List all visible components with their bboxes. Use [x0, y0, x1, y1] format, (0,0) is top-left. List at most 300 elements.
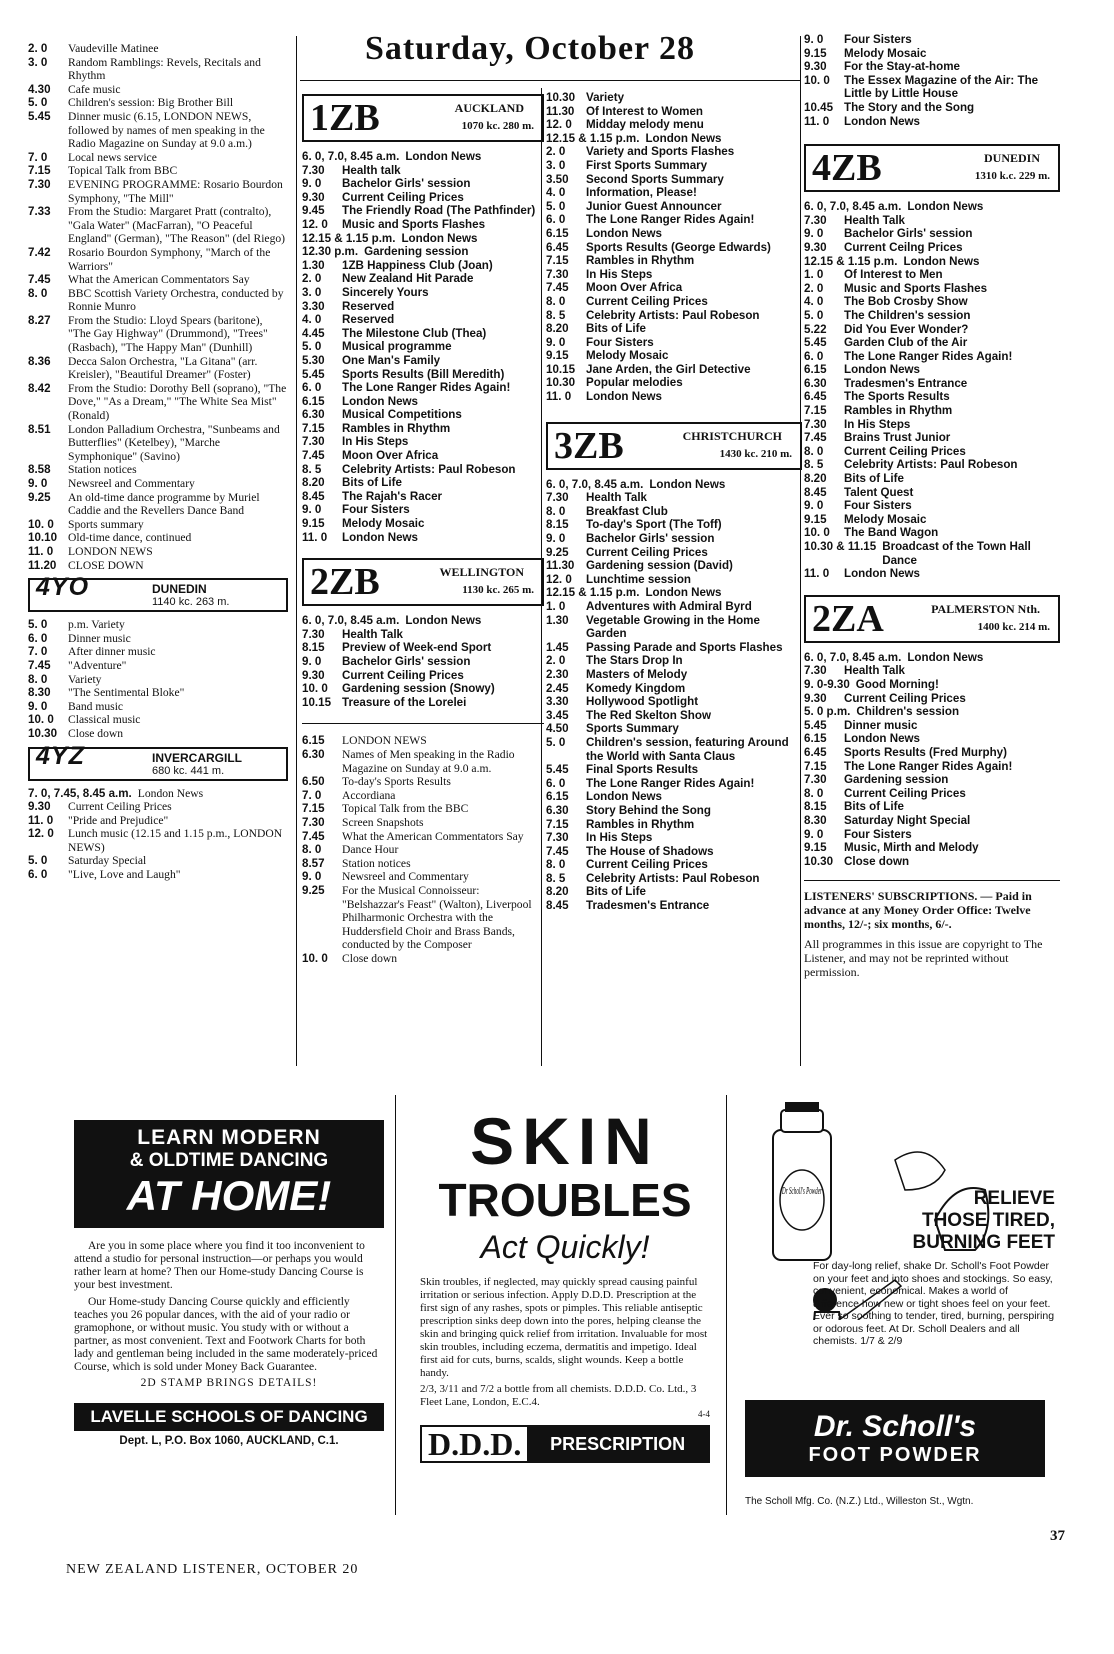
- entry-time: 8. 5: [546, 871, 566, 885]
- ad-skin-line1: SKIN: [470, 1104, 660, 1178]
- entry-title: From the Studio: Margaret Pratt (contralto), "Gala Water" (MacFarran), "O Peaceful England" (German), "The Reason" (del Riego): [68, 205, 286, 246]
- schedule-entry: [546, 145, 802, 159]
- entry-title: Melody Mosaic: [342, 517, 425, 531]
- station-freq: 1430 kc. 210 m.: [719, 447, 792, 460]
- entry-title: London News: [401, 231, 478, 245]
- schedule-entry: [804, 567, 1060, 581]
- entry-time: 8.58: [28, 463, 51, 477]
- schedule-entry: [546, 505, 802, 519]
- entry-title: Gardening session: [364, 245, 469, 259]
- entry-time: 5. 0: [546, 199, 566, 213]
- entry-title: Bits of Life: [586, 885, 646, 899]
- entry-time: 6. 0: [302, 381, 322, 395]
- schedule-entry: [28, 659, 288, 673]
- entry-time: 9.25: [28, 490, 51, 504]
- entry-time: 4.30: [28, 82, 51, 96]
- entry-time: 5. 0 p.m.: [804, 705, 851, 719]
- schedule-entry: [546, 586, 802, 600]
- entry-title: Dance Hour: [342, 843, 399, 857]
- entry-title: LONDON NEWS: [342, 734, 427, 748]
- entry-title: Current Ceiling Prices: [586, 858, 708, 872]
- entry-time: 5. 0: [28, 854, 48, 868]
- schedule-entry: [302, 669, 544, 683]
- schedule-entry: [804, 33, 1060, 47]
- entry-title: Rambles in Rhythm: [342, 421, 451, 435]
- schedule-entry: [302, 300, 544, 314]
- station-freq: 1310 k.c. 229 m.: [974, 170, 1050, 183]
- entry-title: Rambles in Rhythm: [586, 254, 695, 268]
- schedule-entry: [302, 340, 544, 354]
- entry-time: 7.30: [546, 267, 569, 281]
- entry-title: Four Sisters: [844, 827, 912, 841]
- entry-time: 10. 0: [804, 73, 830, 87]
- entry-time: 6. 0, 7.0, 8.45 a.m.: [804, 200, 902, 214]
- schedule-3zb-list: [546, 478, 802, 913]
- schedule-entry: [804, 350, 1060, 364]
- entry-title: Children's session: [856, 705, 960, 719]
- entry-title: London News: [907, 200, 984, 214]
- station-freq: 1070 kc. 280 m.: [461, 120, 534, 132]
- ad-skin: [420, 1104, 710, 1463]
- entry-title: In His Steps: [342, 435, 409, 449]
- entry-time: 12. 0: [302, 217, 328, 231]
- entry-title: "Adventure": [68, 658, 127, 672]
- entry-title: Tradesmen's Entrance: [586, 899, 710, 913]
- column-4: [804, 33, 1060, 979]
- entry-title: Celebrity Artists: Paul Robeson: [844, 458, 1018, 472]
- schedule-entry: [546, 390, 802, 404]
- entry-time: 10.10: [28, 531, 58, 545]
- schedule-entry: [804, 336, 1060, 350]
- entry-time: 9.30: [302, 668, 325, 682]
- entry-time: 12.15 & 1.15 p.m.: [302, 231, 396, 245]
- schedule-entry: [804, 814, 1060, 828]
- entry-time: 8.20: [804, 472, 827, 486]
- entry-time: 9.25: [302, 883, 325, 897]
- schedule-entry: [28, 645, 288, 659]
- entry-time: 6.15: [302, 394, 325, 408]
- entry-title: Komedy Kingdom: [586, 681, 686, 695]
- entry-title: The Lone Ranger Rides Again!: [844, 349, 1013, 363]
- schedule-2zb-cont-list: [546, 91, 802, 404]
- schedule-4yo-list: [28, 618, 288, 740]
- entry-time: 9.30: [28, 800, 51, 814]
- entry-time: 9. 0: [28, 699, 48, 713]
- entry-time: 9. 0: [546, 532, 566, 546]
- schedule-entry: [302, 368, 544, 382]
- entry-time: 7.30: [804, 213, 827, 227]
- schedule-entry: [28, 491, 288, 518]
- entry-title: Station notices: [68, 463, 137, 477]
- schedule-entry: [302, 381, 544, 395]
- entry-time: 8.20: [546, 885, 569, 899]
- entry-title: London News: [137, 786, 204, 800]
- ad-dancing-line3: AT HOME!: [126, 1172, 332, 1219]
- entry-time: 7.33: [28, 205, 51, 219]
- schedule-entry: [804, 255, 1060, 269]
- schedule-entry: [28, 477, 288, 491]
- entry-title: Music and Sports Flashes: [342, 217, 486, 231]
- entry-title: Melody Mosaic: [844, 512, 927, 526]
- entry-time: 6. 0, 7.0, 8.45 a.m.: [302, 150, 400, 163]
- schedule-entry: [804, 295, 1060, 309]
- entry-title: London News: [405, 614, 482, 628]
- entry-time: 11. 0: [28, 544, 54, 558]
- column-2: [302, 42, 544, 965]
- entry-title: The Lone Ranger Rides Again!: [342, 381, 511, 395]
- entry-time: 5.45: [804, 718, 827, 732]
- entry-time: 5.45: [804, 336, 827, 350]
- schedule-entry: [546, 254, 802, 268]
- entry-time: 9.15: [546, 349, 569, 363]
- schedule-2zb-list: [302, 614, 544, 709]
- schedule-entry: [804, 746, 1060, 760]
- schedule-entry: [28, 686, 288, 700]
- schedule-entry: [546, 777, 802, 791]
- entry-title: Moon Over Africa: [342, 449, 439, 463]
- schedule-entry: [804, 499, 1060, 513]
- entry-time: 11. 0: [804, 567, 830, 581]
- entry-time: 5. 0: [804, 308, 824, 322]
- schedule-entry: [546, 573, 802, 587]
- entry-time: 11. 0: [302, 530, 328, 544]
- schedule-entry: [804, 526, 1060, 540]
- entry-title: The Essex Magazine of the Air: The Little by Little House: [844, 73, 1039, 101]
- schedule-entry: [28, 632, 288, 646]
- ad-skin-brand-sub: PRESCRIPTION: [527, 1427, 708, 1461]
- entry-time: 6.45: [804, 745, 827, 759]
- entry-time: 7.30: [804, 417, 827, 431]
- schedule-entry: [804, 472, 1060, 486]
- entry-time: 8.30: [804, 813, 827, 827]
- schedule-entry: [28, 800, 288, 814]
- entry-time: 2.45: [546, 681, 569, 695]
- ad-dancing-stamp: 2D STAMP BRINGS DETAILS!: [140, 1377, 318, 1389]
- schedule-entry: [28, 42, 288, 56]
- schedule-entry: [302, 463, 544, 477]
- entry-title: London News: [844, 363, 920, 377]
- entry-time: 9.25: [546, 545, 569, 559]
- entry-title: Rambles in Rhythm: [586, 817, 695, 831]
- entry-time: 1. 0: [546, 600, 566, 613]
- entry-title: p.m. Variety: [68, 618, 125, 632]
- ad-dancing-line2: & OLDTIME DANCING: [129, 1150, 329, 1171]
- entry-time: 7.30: [804, 773, 827, 787]
- entry-time: 7.30: [302, 815, 325, 829]
- schedule-4zb-list: [804, 200, 1060, 581]
- schedule-entry: [302, 232, 544, 246]
- entry-time: 2. 0: [28, 42, 48, 55]
- ad-scholl-maker: The Scholl Mfg. Co. (N.Z.) Ltd., Willeston St., Wgtn.: [745, 1496, 974, 1507]
- tin-label: Dr Scholl's Powder: [781, 1186, 823, 1197]
- station-city: DUNEDIN: [152, 582, 207, 597]
- station-header-4yz: [28, 741, 288, 781]
- entry-time: 9.15: [804, 512, 827, 526]
- entry-title: An old-time dance programme by Muriel Caddie and the Revellers Dance Band: [68, 490, 260, 518]
- entry-title: Current Ceiling Prices: [586, 545, 708, 559]
- schedule-entry: [546, 227, 802, 241]
- schedule-entry: [28, 382, 288, 423]
- schedule-entry: [804, 513, 1060, 527]
- schedule-entry: [804, 664, 1060, 678]
- ad-dancing-school: LAVELLE SCHOOLS OF DANCING: [74, 1403, 384, 1431]
- schedule-entry: [546, 641, 802, 655]
- entry-time: 7.45: [546, 281, 569, 295]
- schedule-entry: [546, 559, 802, 573]
- schedule-entry: [546, 845, 802, 859]
- entry-title: The Lone Ranger Rides Again!: [586, 776, 755, 790]
- entry-title: Garden Club of the Air: [844, 336, 968, 350]
- schedule-entry: [546, 695, 802, 709]
- entry-time: 6.15: [546, 226, 569, 240]
- entry-time: 5.45: [546, 763, 569, 777]
- schedule-entry: [804, 214, 1060, 228]
- schedule-entry: [302, 952, 544, 966]
- schedule-entry: [804, 719, 1060, 733]
- station-city: CHRISTCHURCH: [682, 428, 782, 443]
- schedule-entry: [546, 363, 802, 377]
- entry-title: London Palladium Orchestra, "Sunbeams and Butterflies" (Ketelbey), "Marche Symphonique" (Savino): [68, 422, 280, 463]
- schedule-entry: [302, 641, 544, 655]
- entry-time: 7.15: [804, 759, 827, 773]
- entry-title: London News: [342, 394, 418, 408]
- schedule-entry: [546, 682, 802, 696]
- entry-title: Old-time dance, continued: [68, 531, 192, 545]
- ad-skin-line3: Act Quickly!: [480, 1229, 650, 1265]
- entry-time: 9. 0: [28, 477, 48, 490]
- schedule-entry: [804, 705, 1060, 719]
- entry-title: Melody Mosaic: [844, 46, 927, 60]
- schedule-entry: [28, 151, 288, 165]
- entry-time: 7.15: [28, 164, 51, 178]
- schedule-3zb-cont-list: [804, 33, 1060, 128]
- entry-title: Sports Results (Fred Murphy): [844, 745, 1007, 759]
- entry-title: Breakfast Club: [586, 504, 668, 518]
- entry-title: Melody Mosaic: [586, 349, 669, 363]
- entry-title: Preview of Week-end Sport: [342, 641, 492, 655]
- entry-title: Current Ceiling Prices: [68, 800, 172, 814]
- entry-time: 5.45: [302, 367, 325, 381]
- entry-time: 10. 0: [28, 713, 54, 727]
- entry-title: Bachelor Girls' session: [844, 227, 973, 241]
- entry-title: Bachelor Girls' session: [342, 177, 471, 191]
- schedule-entry: [804, 377, 1060, 391]
- entry-time: 5.22: [804, 322, 827, 336]
- entry-time: 6. 0: [804, 349, 824, 363]
- schedule-entry: [302, 164, 544, 178]
- entry-title: Classical music: [68, 713, 141, 727]
- entry-time: 8.15: [546, 518, 569, 532]
- entry-title: Music and Sports Flashes: [844, 281, 988, 295]
- entry-title: To-day's Sport (The Toff): [586, 518, 722, 532]
- entry-time: 9. 0-9.30: [804, 677, 850, 691]
- ad-scholl-headline: [895, 1188, 1055, 1254]
- entry-time: 3.30: [546, 695, 569, 709]
- entry-title: Midday melody menu: [586, 118, 704, 132]
- entry-time: 12.30 p.m.: [302, 245, 359, 259]
- schedule-entry: [302, 327, 544, 341]
- entry-time: 3.30: [302, 299, 325, 313]
- entry-time: 7.45: [302, 829, 325, 843]
- entry-title: Tradesmen's Entrance: [844, 376, 968, 390]
- schedule-entry: [546, 790, 802, 804]
- entry-title: Local news service: [68, 150, 157, 164]
- entry-time: 8.45: [302, 489, 325, 503]
- entry-title: Moon Over Africa: [586, 281, 683, 295]
- schedule-entry: [302, 395, 544, 409]
- entry-time: 6.45: [804, 390, 827, 404]
- schedule-entry: [804, 486, 1060, 500]
- entry-time: 6.15: [302, 734, 325, 748]
- entry-title: Hollywood Spotlight: [586, 695, 699, 709]
- schedule-entry: [546, 376, 802, 390]
- entry-title: The Friendly Road (The Pathfinder): [342, 204, 536, 218]
- entry-time: 12. 0: [28, 827, 54, 841]
- entry-title: LONDON NEWS: [68, 544, 153, 558]
- entry-title: Passing Parade and Sports Flashes: [586, 640, 783, 654]
- schedule-entry: [546, 532, 802, 546]
- entry-time: 9.15: [804, 841, 827, 855]
- entry-time: 9. 0: [302, 177, 322, 191]
- entry-title: Of Interest to Women: [586, 104, 704, 118]
- entry-time: 8. 0: [804, 444, 824, 458]
- entry-title: 1ZB Happiness Club (Joan): [342, 258, 493, 272]
- entry-title: Current Ceiling Prices: [844, 786, 966, 800]
- subscriptions-box: [804, 880, 1060, 979]
- schedule-entry: [546, 654, 802, 668]
- schedule-entry: [302, 655, 544, 669]
- entry-time: 6. 0, 7.0, 8.45 a.m.: [546, 477, 644, 491]
- entry-time: 7.45: [302, 449, 325, 463]
- entry-title: Health Talk: [844, 213, 905, 227]
- entry-title: Treasure of the Lorelei: [342, 695, 467, 709]
- ad-dancing-para1: Are you in some place where you find it too inconvenient to attend a studio for personal instruction—or perhaps you would rather learn at home? Then our Home-study Dancing Course is your best investment.: [74, 1240, 365, 1291]
- entry-title: Close down: [68, 726, 124, 740]
- entry-time: 11. 0: [546, 390, 572, 404]
- entry-time: 6.15: [804, 363, 827, 377]
- entry-title: London News: [342, 530, 418, 544]
- schedule-entry: [302, 435, 544, 449]
- entry-title: Cafe music: [68, 82, 121, 96]
- schedule-entry: [302, 449, 544, 463]
- entry-time: 8. 0: [302, 843, 322, 857]
- schedule-1zb-list: [302, 150, 544, 544]
- entry-time: 6.50: [302, 775, 325, 789]
- entry-title: Random Ramblings: Revels, Recitals and Rhythm: [68, 55, 261, 83]
- schedule-entry: [546, 546, 802, 560]
- entry-title: After dinner music: [68, 645, 156, 659]
- schedule-entry: [28, 868, 288, 882]
- entry-time: 10.30: [546, 376, 576, 390]
- schedule-entry: [546, 872, 802, 886]
- schedule-entry: [28, 531, 288, 545]
- schedule-entry: [546, 281, 802, 295]
- entry-title: Bits of Life: [586, 322, 646, 336]
- station-city: AUCKLAND: [454, 101, 524, 115]
- entry-time: 12.15 & 1.15 p.m.: [546, 586, 640, 600]
- entry-title: The Sports Results: [844, 390, 950, 404]
- entry-time: 4. 0: [804, 295, 824, 309]
- entry-time: 11. 0: [804, 114, 830, 128]
- schedule-entry: [546, 200, 802, 214]
- ad-scholl-brand-box: [745, 1400, 1045, 1477]
- station-call: 4YO: [36, 573, 90, 602]
- schedule-4ya-list: [28, 42, 288, 572]
- entry-title: From the Studio: Lloyd Spears (baritone), "The Gay Highway" (Drummond), "Trees" (Rasbach), "The Happy Man" (Dunhill): [68, 313, 268, 355]
- ad-skin-code: 4-4: [698, 1409, 710, 1419]
- schedule-entry: [546, 478, 802, 492]
- entry-time: 9. 0: [546, 335, 566, 349]
- schedule-entry: [302, 354, 544, 368]
- ad-skin-para: Skin troubles, if neglected, may quickly spread causing painful irritation or serious infection. Apply D.D.D. Prescription at the first sign of any rashes, spots or pimples. This reliable antiseptic prescription sinks deep down into the pores, helping cleanse the skin and bringing quick relief from irritation. Invaluable for most skin troubles, including eczema, dermatitis and impetigo. Ideal first aid for cuts, burns, scalds, slight wounds. Keep a bottle handy.: [420, 1276, 708, 1379]
- entry-title: Decca Salon Orchestra, "La Gitana" (arr. Kreisler), "Beautiful Dreamer" (Foster): [68, 354, 258, 382]
- entry-time: 3. 0: [302, 285, 322, 299]
- entry-title: Newsreel and Commentary: [342, 870, 469, 884]
- powder-tin-icon: [773, 1102, 831, 1260]
- footer-masthead: NEW ZEALAND LISTENER, OCTOBER 20: [66, 1562, 359, 1577]
- entry-title: Bachelor Girls' session: [586, 532, 715, 546]
- entry-time: 2. 0: [546, 145, 566, 159]
- schedule-entry: [546, 736, 802, 763]
- entry-time: 7.42: [28, 245, 51, 259]
- entry-time: 6.30: [546, 803, 569, 817]
- entry-title: Topical Talk from the BBC: [342, 802, 469, 816]
- entry-title: "Pride and Prejudice": [68, 813, 169, 827]
- entry-title: The Milestone Club (Thea): [342, 326, 487, 340]
- schedule-entry: [28, 713, 288, 727]
- ad-dancing-line1: LEARN MODERN: [137, 1126, 321, 1149]
- entry-title: Close down: [844, 854, 910, 868]
- entry-time: 7.45: [804, 431, 827, 445]
- subscriptions-text: Paid in advance at any Money Order Office: Twelve months, 12/-; six months, 6/-.: [804, 889, 1032, 932]
- entry-time: 7. 0: [28, 150, 48, 164]
- schedule-entry: [302, 177, 544, 191]
- entry-time: 8.51: [28, 422, 51, 436]
- entry-time: 8.15: [804, 800, 827, 814]
- entry-time: 1.45: [546, 640, 569, 654]
- entry-title: Celebrity Artists: Paul Robeson: [586, 308, 760, 322]
- schedule-entry: [302, 204, 544, 218]
- entry-title: Bits of Life: [342, 476, 402, 490]
- entry-time: 6. 0: [28, 868, 48, 882]
- entry-time: 2. 0: [804, 281, 824, 295]
- schedule-entry: [546, 668, 802, 682]
- entry-title: Story Behind the Song: [586, 803, 711, 817]
- station-freq: 1400 kc. 214 m.: [977, 620, 1050, 633]
- schedule-entry: [28, 355, 288, 382]
- entry-title: The Stars Drop In: [586, 654, 683, 668]
- schedule-entry: [546, 186, 802, 200]
- entry-time: 7.30: [546, 831, 569, 845]
- ad-skin-line2: TROUBLES: [438, 1174, 692, 1226]
- entry-title: London News: [649, 477, 726, 491]
- copyright-note: All programmes in this issue are copyright to The Listener, and may not be reprinted without permission.: [804, 937, 1043, 980]
- schedule-entry: [804, 732, 1060, 746]
- entry-title: The House of Shadows: [586, 844, 714, 858]
- entry-title: Sincerely Yours: [342, 285, 429, 299]
- entry-title: Reserved: [342, 313, 395, 327]
- entry-time: 10.15: [302, 695, 332, 709]
- schedule-entry: [302, 802, 544, 816]
- station-header-1zb: [302, 94, 544, 142]
- entry-title: Band music: [68, 699, 124, 713]
- entry-title: Variety: [68, 672, 102, 686]
- schedule-entry: [28, 463, 288, 477]
- entry-time: 10.30: [804, 854, 834, 868]
- schedule-entry: [28, 56, 288, 83]
- entry-time: 6.15: [804, 732, 827, 746]
- entry-title: Current Ceiling Prices: [586, 294, 708, 308]
